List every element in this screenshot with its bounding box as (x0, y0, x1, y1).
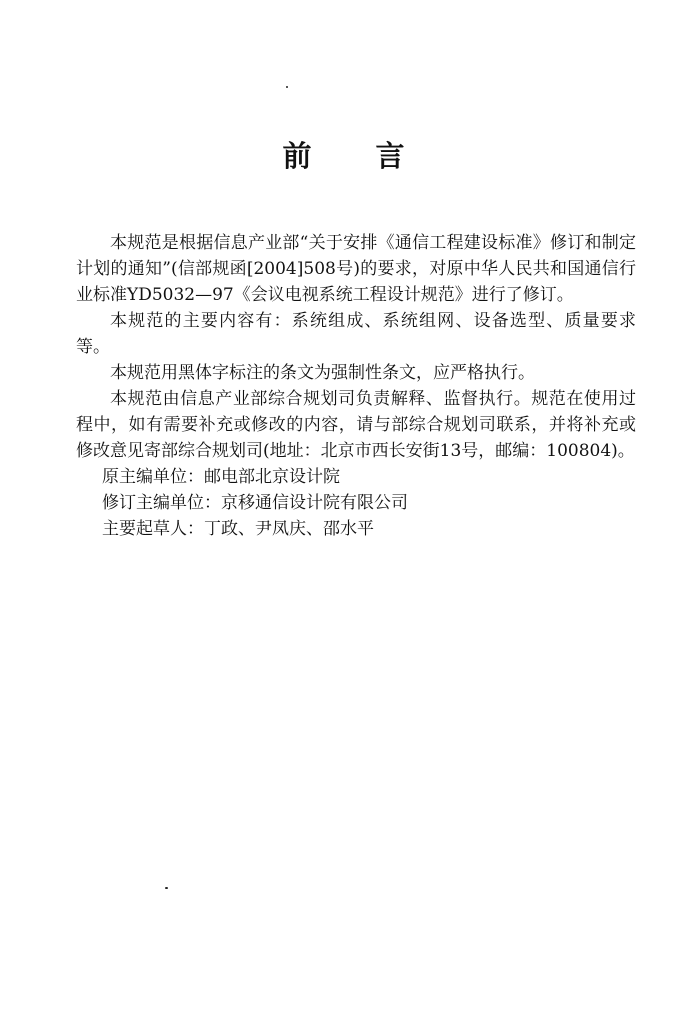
paragraph-1: 本规范是根据信息产业部“关于安排《通信工程建设标准》修订和制定计划的通知”(信部规函[2004]508号)的要求，对原中华人民共和国通信行业标准YD5032—97《会议电视系统工程设计规范》进行了修订。 (76, 233, 636, 305)
paragraph-4: 本规范由信息产业部综合规划司负责解释、监督执行。规范在使用过程中，如有需要补充或修改的内容，请与部综合规划司联系，并将补充或修改意见寄部综合规划司(地址：北京市西长安街13号，邮编：100804)。 (76, 389, 636, 461)
original-editor-unit: 原主编单位：邮电部北京设计院 (102, 467, 340, 487)
scan-speck-bottom (165, 887, 168, 889)
scan-speck-top (286, 86, 288, 88)
paragraph-2: 本规范的主要内容有：系统组成、系统组网、设备选型、质量要求等。 (76, 311, 636, 357)
title-char-2: 言 (375, 139, 405, 173)
main-drafters: 主要起草人：丁政、尹凤庆、邵水平 (102, 519, 374, 539)
preface-body (76, 230, 636, 542)
revision-editor-unit: 修订主编单位：京移通信设计院有限公司 (102, 493, 408, 513)
page-title (0, 134, 687, 175)
title-char-1: 前 (282, 139, 312, 173)
paragraph-3: 本规范用黑体字标注的条文为强制性条文，应严格执行。 (110, 363, 535, 383)
